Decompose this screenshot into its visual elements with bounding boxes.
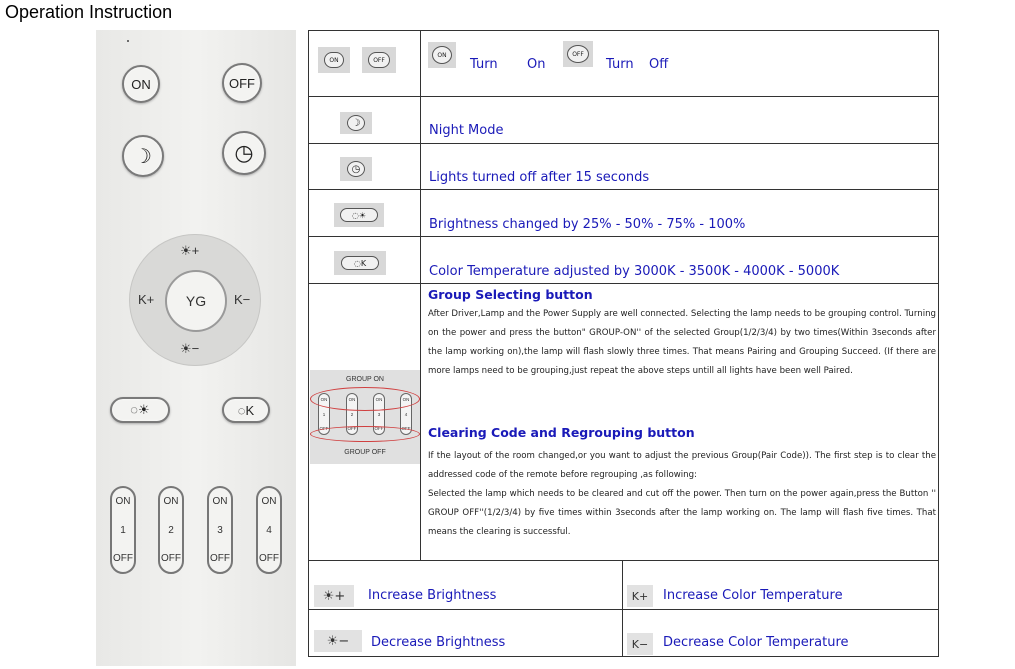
group-selecting-paragraph: After Driver,Lamp and the Power Supply are well connected. Selecting the lamp needs to be grouping control. Turning on the power and press the button" GROUP-ON'' of the selected Group(1/2/3/4) by two times(Within 3seconds after the lamp working on),the lamp will flash slowly three times. That means Pairing and Grouping Succeed. (If there are more lamps need to be grouping,just repeat the above steps untill all lights have been well Paired. (428, 309, 936, 376)
clearing-steps-paragraph: Selected the lamp which needs to be cleared and cut off the power. Then turn on the power again,press the Button '' GROUP OFF''(1/2/3/4) by five times within 3seconds after the lamp working on. The lamp will flash five times. That means the clearing is successful. (428, 489, 936, 537)
night-mode-icon: ☽ (340, 112, 372, 134)
off-icon: OFF (563, 41, 593, 67)
timer-clock-icon: ◷ (340, 157, 372, 181)
night-mode-text: Night Mode (429, 123, 504, 138)
color-temp-down-label: K− (234, 292, 251, 307)
mini-group-4: ON 4 OFF (400, 393, 412, 435)
mini-group-1: ON 1 OFF (318, 393, 330, 435)
group-2-button: ON 2 OFF (158, 486, 184, 574)
remote-on-button: ON (122, 65, 160, 103)
decrease-color-temp-text: Decrease Color Temperature (663, 635, 849, 650)
on-icon: ON (428, 42, 456, 68)
increase-brightness-icon: ☀+ (314, 585, 354, 607)
brightness-up-label: ☀+ (180, 243, 200, 258)
color-temp-cycle-icon: ◌K (334, 251, 386, 275)
brightness-text: Brightness changed by 25% - 50% - 75% - 100% (429, 217, 746, 232)
timer-text: Lights turned off after 15 seconds (429, 170, 650, 185)
turn-on-word: Turn (470, 57, 498, 72)
color-temp-text: Color Temperature adjusted by 3000K - 3500K - 4000K - 5000K (429, 264, 840, 279)
increase-color-temp-icon: K+ (627, 585, 653, 607)
group-3-button: ON 3 OFF (207, 486, 233, 574)
increase-brightness-text: Increase Brightness (368, 588, 497, 603)
off-word: Off (649, 57, 669, 72)
remote-off-button: OFF (222, 63, 262, 103)
night-mode-icon: ☽ (122, 135, 164, 177)
decrease-brightness-icon: ☀− (314, 630, 362, 652)
indicator-dot (127, 40, 129, 42)
on-button-icon: ON (318, 47, 350, 73)
timer-clock-icon: ◷ (222, 131, 266, 175)
mini-group-2: ON 2 OFF (346, 393, 358, 435)
group-selecting-heading: Group Selecting button (428, 287, 593, 302)
mini-group-3: ON 3 OFF (373, 393, 385, 435)
decrease-brightness-text: Decrease Brightness (371, 635, 506, 650)
group-4-button: ON 4 OFF (256, 486, 282, 574)
page-title: Operation Instruction (5, 2, 173, 22)
group-on-label: GROUP ON (346, 376, 384, 383)
brightness-cycle-icon: ◌☀ (334, 203, 384, 227)
increase-color-temp-text: Increase Color Temperature (663, 588, 843, 603)
group-1-button: ON 1 OFF (110, 486, 136, 574)
remote-control-image (96, 30, 296, 666)
control-wheel (129, 234, 261, 366)
color-temp-up-label: K+ (138, 292, 155, 307)
turn-off-word: Turn (606, 57, 634, 72)
color-temp-cycle-button: ◌K (222, 397, 270, 423)
decrease-color-temp-icon: K− (627, 633, 653, 655)
on-word: On (527, 57, 546, 72)
group-on-highlight (310, 387, 420, 411)
wheel-center-button: YG (165, 270, 227, 332)
clearing-code-paragraph: If the layout of the room changed,or you want to adjust the previous Group(Pair Code)). The first step is to clear the addressed code of the remote before regrouping ,as following: (428, 451, 936, 480)
group-off-label: GROUP OFF (344, 449, 386, 456)
clearing-code-heading: Clearing Code and Regrouping button (428, 425, 695, 440)
off-button-icon: OFF (362, 47, 396, 73)
group-off-highlight (310, 426, 420, 442)
brightness-cycle-button: ◌☀ (110, 397, 170, 423)
group-buttons-image (310, 370, 420, 464)
column-divider (420, 30, 421, 560)
brightness-down-label: ☀− (180, 341, 200, 356)
